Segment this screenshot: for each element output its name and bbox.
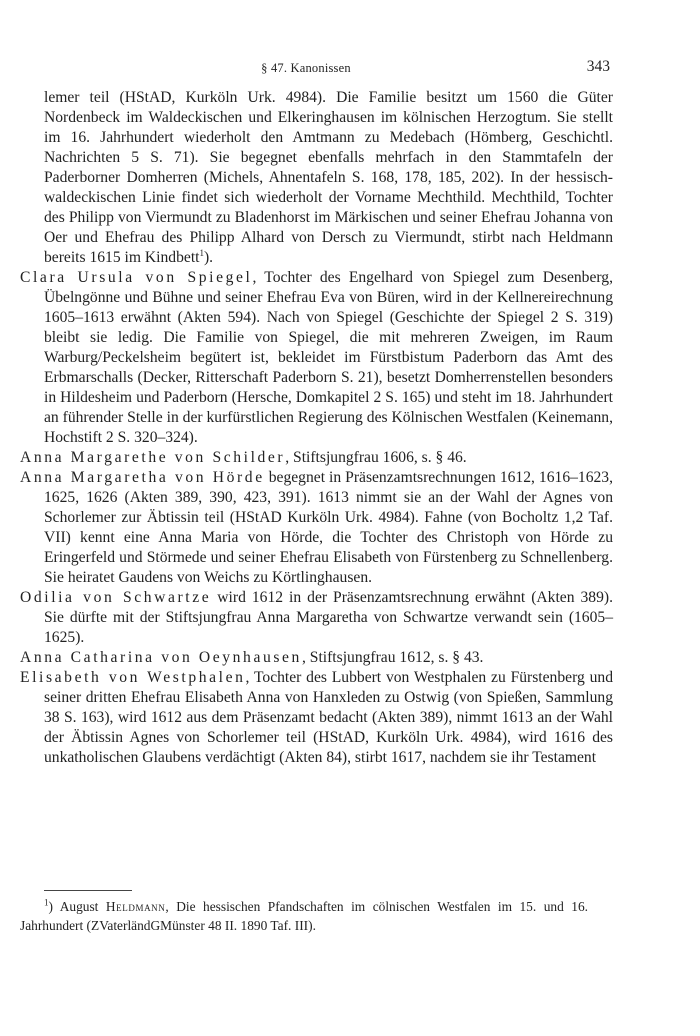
footnote-divider <box>44 890 132 891</box>
paragraph-text-tail: ). <box>203 249 214 266</box>
entry-text: , Tochter des Engelhard von Spiegel zum Desenberg, Übelngönne und Bühne und seiner Ehefrau Eva von Büren, wird in der Kellnereirechnung 1605–1613 erwähnt (Akten 594). Nach von Spiegel (Geschichte der Spiegel 2 S. 319) bleibt sie ledig. Die Familie von Spiegel, die mit mehreren Zweigen, im Raum Warburg/Peckelsheim begütert ist, bekleidet im Fürstbistum Paderborn das Amt des Erbmarschalls (Decker, Ritterschaft Paderborn S. 21), besetzt Domherrenstellen besonders in Hildesheim und Paderborn (Hersche, Domkapitel 2 S. 165) und steht im 18. Jahrhundert an führender Stelle in der kurfürstlichen Regierung des Kölnischen Westfalen (Keinemann, Hochstift 2 S. 320–324). <box>44 269 613 446</box>
entry-paragraph <box>20 588 613 648</box>
person-name: Anna Margarethe von Schilder <box>20 449 286 466</box>
footnote-author-last: Heldmann <box>105 899 166 914</box>
footnote <box>20 897 588 935</box>
footnote-text: , Die hessischen Pfandschaften im cölnischen Westfalen im 15. und 16. Jahrhundert (ZVaterländGMünster 48 II. 1890 Taf. III). <box>20 899 589 933</box>
running-head: § 47. Kanonissen <box>261 61 351 75</box>
entry-paragraph <box>20 268 613 448</box>
entry-text: , Stiftsjungfrau 1612, s. § 43. <box>301 649 484 666</box>
entry-paragraph <box>20 668 613 768</box>
entry-paragraph <box>20 648 613 668</box>
person-name: Odilia von Schwartze <box>20 589 212 606</box>
footnote-reference: 1 <box>199 247 204 258</box>
entry-text: begegnet in Präsenzamtsrechnungen 1612, 1616–1623, 1625, 1626 (Akten 389, 390, 423, 391). 1613 nimmt sie an der Wahl der Agnes von Schorlemer zur Äbtissin teil (HStAD Kurköln Urk. 4984). Fahne (von Bocholtz 1,2 Taf. VII) kennt eine Anna Maria von Hörde, die Tochter des Christoph von Hörde zu Eringerfeld und Störmede und seiner Ehefrau Elisabeth von Fürstenberg zu Schnellenberg. Sie heiratet Gaudens von Weichs zu Körtlinghausen. <box>44 469 613 586</box>
entry-paragraph <box>20 448 613 468</box>
page-header <box>0 58 700 82</box>
entry-text: , Stiftsjungfrau 1606, s. § 46. <box>285 449 467 466</box>
entry-paragraph <box>20 468 613 588</box>
paragraph-text: lemer teil (HStAD, Kurköln Urk. 4984). Die Familie besitzt um 1560 die Güter Nordenbeck im Waldeckischen und Elkeringhausen im kölnischen Herzogtum. Sie stellt im 16. Jahrhundert wiederholt den Amtmann zu Medebach (Hömberg, Geschichtl. Nachrichten 5 S. 71). Sie begegnet ebenfalls mehrfach in den Stammtafeln der Paderborner Domherren (Michels, Ahnentafeln S. 168, 178, 185, 202). In der hessisch-waldeckischen Linie findet sich wiederholt der Vorname Mechthild. Mechthild, Tochter des Philipp von Viermundt zu Bladenhorst im Märkischen und seiner Ehefrau Johanna von Oer und Ehefrau des Philipp Alhard von Dersch zu Viermundt, stirbt nach Heldmann bereits 1615 im Kindbett <box>44 89 613 266</box>
page-number: 343 <box>586 58 610 75</box>
footnote-author-first: August <box>59 899 99 914</box>
footnote-mark: 1 <box>44 897 49 908</box>
footnote-mark-suffix: ) <box>48 899 53 914</box>
main-text <box>20 88 613 768</box>
entry-text: wird 1612 in der Präsenzamtsrechnung erwähnt (Akten 389). Sie dürfte mit der Stiftsjungfrau Anna Margaretha von Schwartze verwandt sein (1605–1625). <box>44 589 613 646</box>
person-name: Anna Catharina von Oeynhausen <box>20 649 302 666</box>
paragraph-continuation <box>20 88 613 268</box>
entry-text: , Tochter des Lubbert von Westphalen zu Fürstenberg und seiner dritten Ehefrau Elisabeth Anna von Hanxleden zu Ostwig (von Spießen, Sammlung 38 S. 163), wird 1612 aus dem Präsenzamt bedacht (Akten 389), nimmt 1613 an der Wahl der Äbtissin Agnes von Schorlemer teil (HStAD, Kurköln Urk. 4984), wird 1616 des unkatholischen Glaubens verdächtigt (Akten 84), stirbt 1617, nachdem sie ihr Testament <box>44 669 613 766</box>
person-name: Clara Ursula von Spiegel <box>20 269 253 286</box>
person-name: Elisabeth von Westphalen <box>20 669 246 686</box>
person-name: Anna Margaretha von Hörde <box>20 469 265 486</box>
